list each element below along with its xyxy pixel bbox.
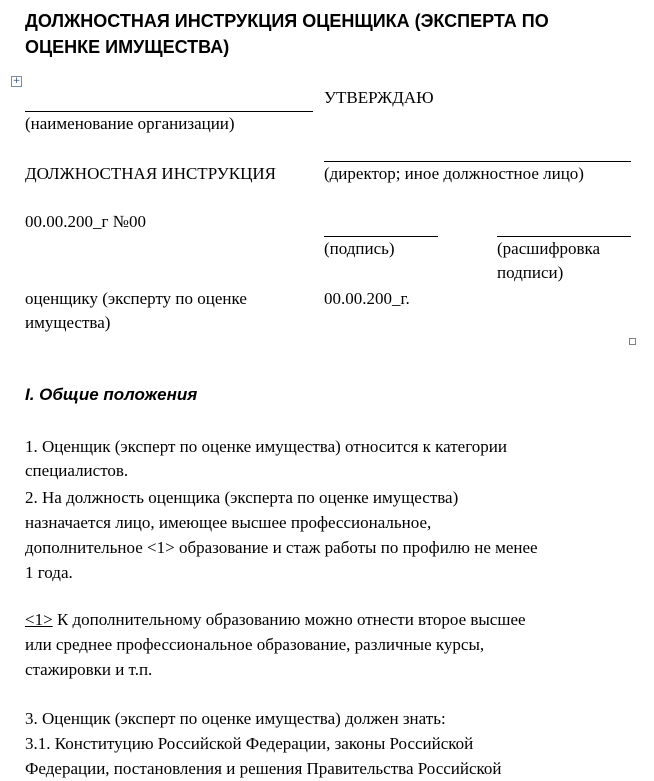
signature-decode-caption-1: (расшифровка [497, 239, 601, 258]
footnote-line-3: стажировки и т.п. [25, 660, 153, 679]
document-title-line-2: ОЦЕНКЕ ИМУЩЕСТВА) [25, 37, 230, 57]
director-caption: (директор; иное должностное лицо) [324, 164, 584, 183]
paragraph-3-1-line-1: 3.1. Конституцию Российской Федерации, законы Российской [25, 734, 474, 753]
addressee-line-1: оценщику (эксперту по оценке [25, 289, 247, 308]
section-heading: I. Общие положения [25, 385, 198, 404]
paragraph-3-line-1: 3. Оценщик (эксперт по оценке имущества) должен знать: [25, 709, 446, 728]
paragraph-3-1-line-2: Федерации, постановления и решения Правительства Российской [25, 759, 502, 778]
addressee-line-2: имущества) [25, 313, 111, 332]
table-move-handle-icon[interactable]: + [12, 76, 21, 86]
paragraph-2-line-3: дополнительное <1> образование и стаж работы по профилю не менее [25, 538, 538, 557]
footnote-line-2: или среднее профессиональное образование, различные курсы, [25, 635, 485, 654]
paragraph-2-line-2: назначается лицо, имеющее высшее профессиональное, [25, 513, 432, 532]
approve-label: УТВЕРЖДАЮ [324, 88, 434, 107]
signature-decode-caption-2: подписи) [497, 263, 564, 282]
paragraph-1-line-2: специалистов. [25, 461, 129, 480]
document-title-line-1: ДОЛЖНОСТНАЯ ИНСТРУКЦИЯ ОЦЕНЩИКА (ЭКСПЕРТА ПО [25, 11, 549, 31]
table-resize-handle-icon[interactable] [629, 338, 636, 345]
footnote-text: К дополнительному образованию можно отнести второе высшее [52, 610, 526, 629]
signature-caption: (подпись) [324, 239, 395, 258]
approval-date: 00.00.200_г. [324, 289, 410, 308]
paragraph-1-line-1: 1. Оценщик (эксперт по оценке имущества) относится к категории [25, 437, 507, 456]
organization-caption: (наименование организации) [25, 114, 235, 133]
footnote-marker[interactable]: <1> [25, 610, 53, 629]
footnote-line-1 [25, 608, 526, 632]
document-number: 00.00.200_г №00 [25, 212, 146, 231]
paragraph-2-line-1: 2. На должность оценщика (эксперта по оценке имущества) [25, 488, 459, 507]
paragraph-2-line-4: 1 года. [25, 563, 73, 582]
document-type-label: ДОЛЖНОСТНАЯ ИНСТРУКЦИЯ [25, 164, 276, 183]
